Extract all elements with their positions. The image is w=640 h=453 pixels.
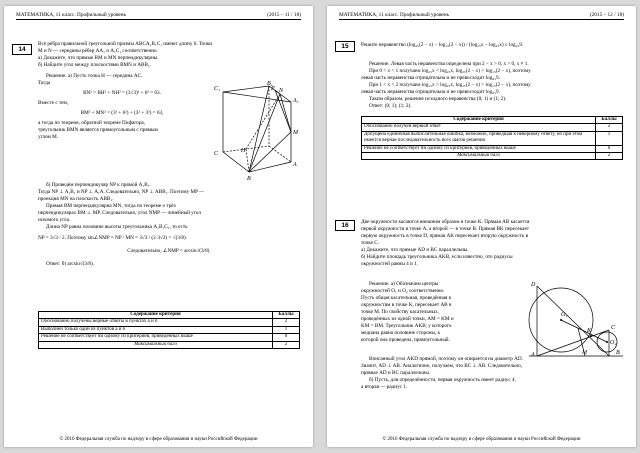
solution-line: Значит, AD ⊥ AB. Аналогично, получаем, что BC ⊥ AB. Следовательно, [361, 363, 523, 369]
statement-line: б) Найдите площадь треугольника AKB, если известно, что радиусы [361, 254, 513, 260]
table-header: Содержание критерия [362, 117, 596, 124]
table-row [39, 326, 300, 333]
solution-line: Решение. Левая часть неравенства определена при 2 − x > 0, x > 0, x ≠ 1. [369, 61, 529, 67]
table-cell: Обоснованно получены верные ответы в пунктах а и б [39, 319, 273, 326]
formula-line: Следовательно, ∠NMP = arcsin√(3/8). [127, 248, 211, 254]
solution-line: прямые AD и BC параллельны. [361, 370, 431, 376]
table-row [362, 153, 623, 160]
statement-line: б) Найдите угол между плоскостями BMN и ABB₁. [38, 62, 152, 68]
solution-line: медиана равна половине стороны, к [361, 330, 441, 336]
page-footer: © 2016 Федеральная служба по надзору в сфере образования и науки Российской Федерации [59, 437, 258, 442]
label-C: C [611, 325, 616, 331]
formula-line: BM² + MN² = (3² + 6²) + (3² + 3²) = 63, [80, 110, 164, 116]
max-score-label: Максимальный балл [39, 341, 273, 348]
table-row [39, 341, 300, 348]
solution-line: левая часть неравенства отрицательна и не превосходит log₂₅9. [361, 89, 500, 95]
label-A: A [531, 352, 535, 358]
table-cell: Решение не соответствует ни одному из критериев, приведённых выше [39, 334, 273, 341]
max-score-label: Максимальный балл [362, 153, 596, 160]
formula-line: BN² = BH² + NH² = (3√3)² + 6² = 63. [83, 90, 161, 96]
label-N: N [279, 88, 284, 94]
header-title: МАТЕМАТИКА, 11 класс. Профильный уровень [339, 12, 450, 18]
statement-line: окружностей равны 4 и 1. [361, 261, 418, 267]
table-row [362, 131, 623, 145]
solution-line: а тогда по теореме, обратной теореме Пифагора, [38, 120, 146, 126]
problem-number-14: 14 [12, 44, 32, 55]
label-A1: A₁ [293, 98, 299, 104]
statement-line: первой окружности в точке A, а второй — в точке B. Прямая BK пересекает [361, 226, 530, 232]
solution-line: Вместе с тем, [38, 100, 69, 106]
solution-line: б) Пусть, для определённости, первая окружность имеет радиус 4, [369, 377, 516, 383]
solution-line: окружностям в точке K, пересекает AB в [361, 302, 452, 308]
header-page-number: (2015 – 12 / 18) [589, 12, 624, 18]
table-row [362, 145, 623, 152]
problem-16-statement [361, 219, 623, 268]
table-header: Баллы [596, 117, 623, 124]
table-cell: Обоснованно получен верный ответ [362, 124, 596, 131]
solution-line: треугольник BMN является прямоугольным с прямым [38, 127, 158, 133]
label-B: B [616, 350, 620, 356]
label-O2: O₂ [610, 340, 617, 346]
table-cell: 1 [596, 131, 623, 145]
solution-line: При 1 < x < 2 получаем log₁₅x > log₂₅x, log₂₅(2 − x) > log₁₅(2 − x), поэтому [369, 82, 531, 88]
max-score-value: 2 [596, 153, 623, 160]
solution-line: б) Проведём перпендикуляр NP к прямой A₁B₁. [46, 182, 151, 188]
criteria-table-14 [38, 311, 300, 349]
solution-line: Вписанный угол AKD прямой, поэтому он опирается на диаметр AD. [369, 356, 523, 362]
solution-line: которой она проведена, прямоугольный. [361, 337, 450, 343]
statement-line: а) Докажите, что прямые AD и BC параллельны. [361, 247, 469, 253]
problem-15-statement: Решите неравенство (log₂₅(2 − x) − log₁₅(2 − x)) / (log₁₅x − log₂₅x) ≤ log₂₅9. [361, 42, 524, 48]
problem-16-solution-bottom [361, 356, 623, 391]
solution-line: окружностей O₁ и O₂ соответственно. [361, 288, 445, 294]
statement-line: Две окружности касаются внешним образом в точке K. Прямая AB касается [361, 219, 530, 225]
solution-line: точке M. По свойству касательных, [361, 309, 439, 315]
solution-line: углом M. [38, 134, 59, 140]
label-C: C [214, 151, 219, 157]
table-cell: 0 [596, 145, 623, 152]
label-B: B [247, 176, 251, 180]
statement-line: а) Докажите, что прямые BM и MN перпендикулярны. [38, 55, 159, 61]
statement-line: первую окружность в точке D, прямая AK пересекает вторую окружность в [361, 233, 529, 239]
circles-figure [523, 278, 627, 358]
problem-14-statement [38, 41, 300, 69]
statement-line: точке C. [361, 240, 380, 246]
table-cell: 0 [273, 334, 300, 341]
solution-line: искомого угла. [38, 217, 71, 223]
label-A: A [293, 162, 297, 168]
statement-line: M и N — середины рёбер AA₁ и A₁C₁ соответственно. [38, 48, 158, 54]
table-row [39, 319, 300, 326]
label-P: P [271, 86, 275, 92]
left-page [4, 6, 313, 447]
problem-14-solution-top [38, 73, 206, 141]
solution-line: При 0 < x < 1 получаем log₁₅x < log₂₅x, log₂₅(2 − x) < log₁₅(2 − x), поэтому [369, 68, 531, 74]
label-O1: O₁ [561, 312, 568, 318]
problem-16-solution-top [361, 281, 519, 344]
statement-line: Все рёбра правильной треугольной призмы ABCA₁B₁C₁ имеют длину 6. Точки [38, 41, 213, 47]
right-page [327, 6, 636, 447]
page-header [16, 12, 301, 18]
solution-line: Пусть общая касательная, проведённая к [361, 295, 452, 301]
answer-line: Ответ: б) arcsin√(3/8). [46, 261, 95, 267]
table-header: Баллы [273, 312, 300, 319]
answer-line: Ответ: (0; 1); (1; 2). [369, 103, 412, 109]
table-cell: 2 [596, 124, 623, 131]
solution-line: KM = BM. Треугольник AKB, у которого [361, 323, 452, 329]
solution-line: Решение. а) Обозначим центры [369, 281, 439, 287]
table-row [362, 124, 623, 131]
label-M: M [582, 350, 587, 356]
label-B1: B₁ [267, 81, 273, 87]
solution-line: перпендикулярах BM ⊥ MP. Следовательно, угол NMP — линейный угол [38, 210, 201, 216]
problem-number-16: 16 [335, 220, 355, 231]
prism-figure [211, 80, 303, 180]
max-score-value: 2 [273, 341, 300, 348]
formula-line: NP = 3√3 / 2. Поэтому sin∠NMP = NP / MN = 3√3 / (2·3√2) = √(3/8). [38, 235, 187, 241]
solution-line: Прямая BM перпендикулярна MN, тогда по теореме о трёх [46, 203, 177, 209]
solution-line: а вторая — радиус 1. [361, 384, 408, 390]
solution-line: Длина NP равна половине высоты треугольника A₁B₁C₁, то есть [46, 224, 188, 230]
problem-number-15: 15 [335, 41, 355, 52]
table-cell: 1 [273, 326, 300, 333]
label-K: K [587, 328, 592, 334]
table-cell: Допущена единичная вычислительная ошибка, возможно, приведшая к неверному ответу, но при этом имеется верная последовательность всех шагов решения [362, 131, 596, 145]
table-header: Содержание критерия [39, 312, 273, 319]
header-rule [16, 19, 301, 20]
label-H: H [241, 148, 246, 154]
solution-line: проекция MN на плоскость ABB₁. [38, 196, 114, 202]
header-page-number: (2015 – 11 / 18) [267, 12, 301, 18]
solution-line: Тогда [38, 80, 51, 86]
solution-line: Таким образом, решение исходного неравенства (0; 1) и (1; 2). [369, 96, 507, 102]
table-row [39, 334, 300, 341]
problem-14-solution-bottom [38, 182, 300, 268]
label-D: D [531, 282, 536, 288]
table-cell: Выполнен только один из пунктов а и б [39, 326, 273, 333]
page-header [339, 12, 624, 18]
page-footer: © 2016 Федеральная служба по надзору в сфере образования и науки Российской Федерации [382, 437, 581, 442]
header-rule [339, 19, 624, 20]
label-M: M [293, 130, 298, 136]
solution-line: проведённых из одной точки, AM = KM и [361, 316, 454, 322]
table-cell: Решение не соответствует ни одному из критериев, приведённых выше [362, 145, 596, 152]
problem-15-solution [361, 61, 623, 110]
criteria-table-15 [361, 116, 623, 160]
solution-line: Тогда NP ⊥ A₁B₁ и NP ⊥ A₁A. Следовательно, NP ⊥ ABB₁. Поэтому MP — [38, 189, 205, 195]
table-cell: 2 [273, 319, 300, 326]
solution-line: Решение. а) Пусть точка H — середина AC. [46, 73, 143, 79]
solution-line: левая часть неравенства отрицательна и не превосходит log₂₅9. [361, 75, 500, 81]
header-title: МАТЕМАТИКА, 11 класс. Профильный уровень [16, 12, 127, 18]
label-C1: C₁ [214, 86, 221, 92]
